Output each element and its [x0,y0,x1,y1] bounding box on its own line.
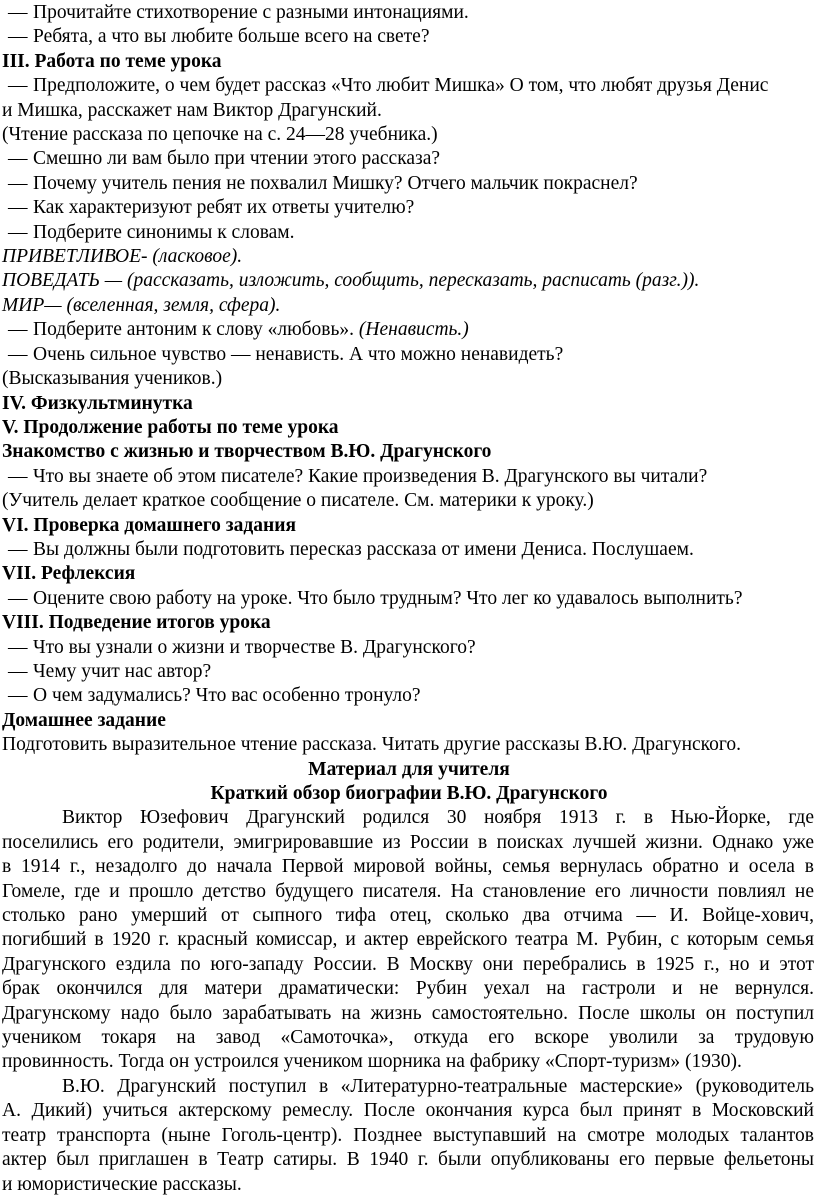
line-text: Чему учит нас автор? [33,660,212,682]
dash: — [8,587,28,609]
question-line [0,318,816,342]
homework-heading: Домашнее задание [2,709,166,731]
question-line [0,636,816,660]
dash: — [8,465,28,487]
question-line [0,587,816,611]
dash: — [8,197,28,219]
line-text: О чем задумались? Что вас особенно тронуло? [33,685,421,707]
question-line [0,465,816,489]
paragraph-line: учеником токаря на завод «Самоточка», откуда его вскоре уволили за трудовую [2,1027,814,1049]
dash: — [8,343,28,365]
biography-title: Краткий обзор биографии В.Ю. Драгунского [210,783,608,804]
question-line [0,221,816,245]
biography-paragraph-1 [0,806,816,1074]
line-text: Очень сильное чувство — ненависть. А что можно ненавидеть? [33,343,564,365]
dash: — [8,2,28,23]
question-line [0,1,816,25]
text-line: (Высказывания учеников.) [2,368,223,390]
text-line: Подготовить выразительное чтение рассказа. Читать другие рассказы В.Ю. Драгунского. [2,734,742,756]
paragraph-line: Драгунского ездила по юго-западу России. В Москву они перебрались в 1925 г., но и этот [2,953,814,975]
line-text: Что вы знаете об этом писателе? Какие произведения В. Драгунского вы читали? [33,465,708,487]
line-text: Смешно ли вам было при чтении этого рассказа? [33,148,441,170]
question-line [0,684,816,708]
line-text: Вы должны были подготовить пересказ рассказа от имени Дениса. Послушаем. [33,538,694,560]
dash: — [8,172,28,194]
section-heading: IV. Физкультминутка [2,392,193,414]
material-title: Материал для учителя [308,758,510,780]
dash: — [8,75,28,97]
question-line [0,343,816,367]
line-text: Подберите синонимы к словам. [33,221,295,243]
dash: — [8,685,28,707]
text-line: (Учитель делает краткое сообщение о писателе. См. материки к уроку.) [2,490,594,512]
dash: — [8,636,28,658]
section-heading: III. Работа по теме урока [2,50,222,72]
dash: — [8,26,28,48]
paragraph-line: В.Ю. Драгунский поступил в «Литературно-театральные мастерские» (руководитель [62,1075,814,1097]
section-heading: V. Продолжение работы по теме урока [2,416,339,438]
paragraph-line: А. Дикий) учиться актерскому ремеслу. После окончания курса был принят в Московский [2,1100,814,1122]
question-line [0,196,816,220]
dash: — [8,148,28,170]
paragraph-line: брак окончился для матери драматически: Рубин уехал на гастроли и не вернулся. [2,978,814,1000]
line-text: Что вы узнали о жизни и творчестве В. Драгунского? [33,636,476,658]
paragraph-line: и юмористические рассказы. [2,1173,242,1195]
section-heading: Знакомство с жизнью и творчеством В.Ю. Драгунского [2,441,492,463]
line-text: Ребята, а что вы любите больше всего на свете? [33,26,430,48]
paragraph-line: Гомеле, где и прошло детство будущего писателя. На становление его личности повлиял не [2,880,814,902]
paragraph-line: поселились его родители, эмигрировавшие из России в поисках лучшей жизни. Однако уже [2,831,814,853]
synonym-line: ПРИВЕТЛИВОЕ- (ласковое). [2,246,243,268]
section-heading: VII. Рефлексия [2,563,136,585]
paragraph-line: в 1914 г., незадолго до начала Первой мировой войны, семья вернулась обратно и осела в [2,856,814,878]
dash: — [8,221,28,243]
line-text: Прочитайте стихотворение с разными интонациями. [33,2,469,23]
paragraph-line: театр транспорта (ныне Гоголь-центр). Позднее выступавший на смотре молодых талантов [2,1124,814,1146]
paragraph-line: столько рано умерший от сыпного тифа отец, сколько два отчима — И. Войце-хович, [2,905,814,927]
paragraph-line: погибший в 1920 г. красный комиссар, и актер еврейского театра М. Рубин, с которым семья [2,929,814,951]
dash: — [8,660,28,682]
line-text: Как характеризуют ребят их ответы учителю? [33,197,415,219]
synonym-line: МИР— (вселенная, земля, сфера). [2,294,281,316]
answer-text: (Ненависть.) [358,319,469,341]
paragraph-line: провинность. Тогда он устроился учеником шорника на фабрику «Спорт-туризм» (1930). [2,1051,742,1073]
section-heading: VIII. Подведение итогов урока [2,612,271,634]
question-line [0,74,816,98]
line-text: Подберите антоним к слову «любовь». [33,319,355,341]
synonym-line: ПОВЕДАТЬ — (рассказать, изложить, сообщить, пересказать, расписать (разг.)). [2,270,700,292]
question-line [0,538,816,562]
question-line [0,147,816,171]
question-line [0,25,816,49]
section-heading: VI. Проверка домашнего задания [2,514,297,536]
dash: — [8,319,28,341]
line-text: Оцените свою работу на уроке. Что было трудным? Что лег ко удавалось выполнить? [33,587,743,609]
line-text: Почему учитель пения не похвалил Мишку? Отчего мальчик покраснел? [33,172,638,194]
paragraph-line: актер был приглашен в Театр сатиры. В 1940 г. были опубликованы его первые фельетоны [2,1149,814,1171]
question-line [0,660,816,684]
question-line [0,172,816,196]
paragraph-line: Драгунскому надо было зарабатывать на жизнь самостоятельно. После школы он поступил [2,1002,814,1024]
biography-paragraph-2 [0,1075,816,1197]
dash: — [8,538,28,560]
line-text: Предположите, о чем будет рассказ «Что любит Мишка» О том, что любят друзья Денис [33,75,769,97]
text-line: (Чтение рассказа по цепочке на с. 24—28 учебника.) [2,124,438,146]
paragraph-line: Виктор Юзефович Драгунский родился 30 ноября 1913 г. в Нью-Йорке, где [62,807,814,829]
text-line: и Мишка, расскажет нам Виктор Драгунский. [2,99,382,121]
